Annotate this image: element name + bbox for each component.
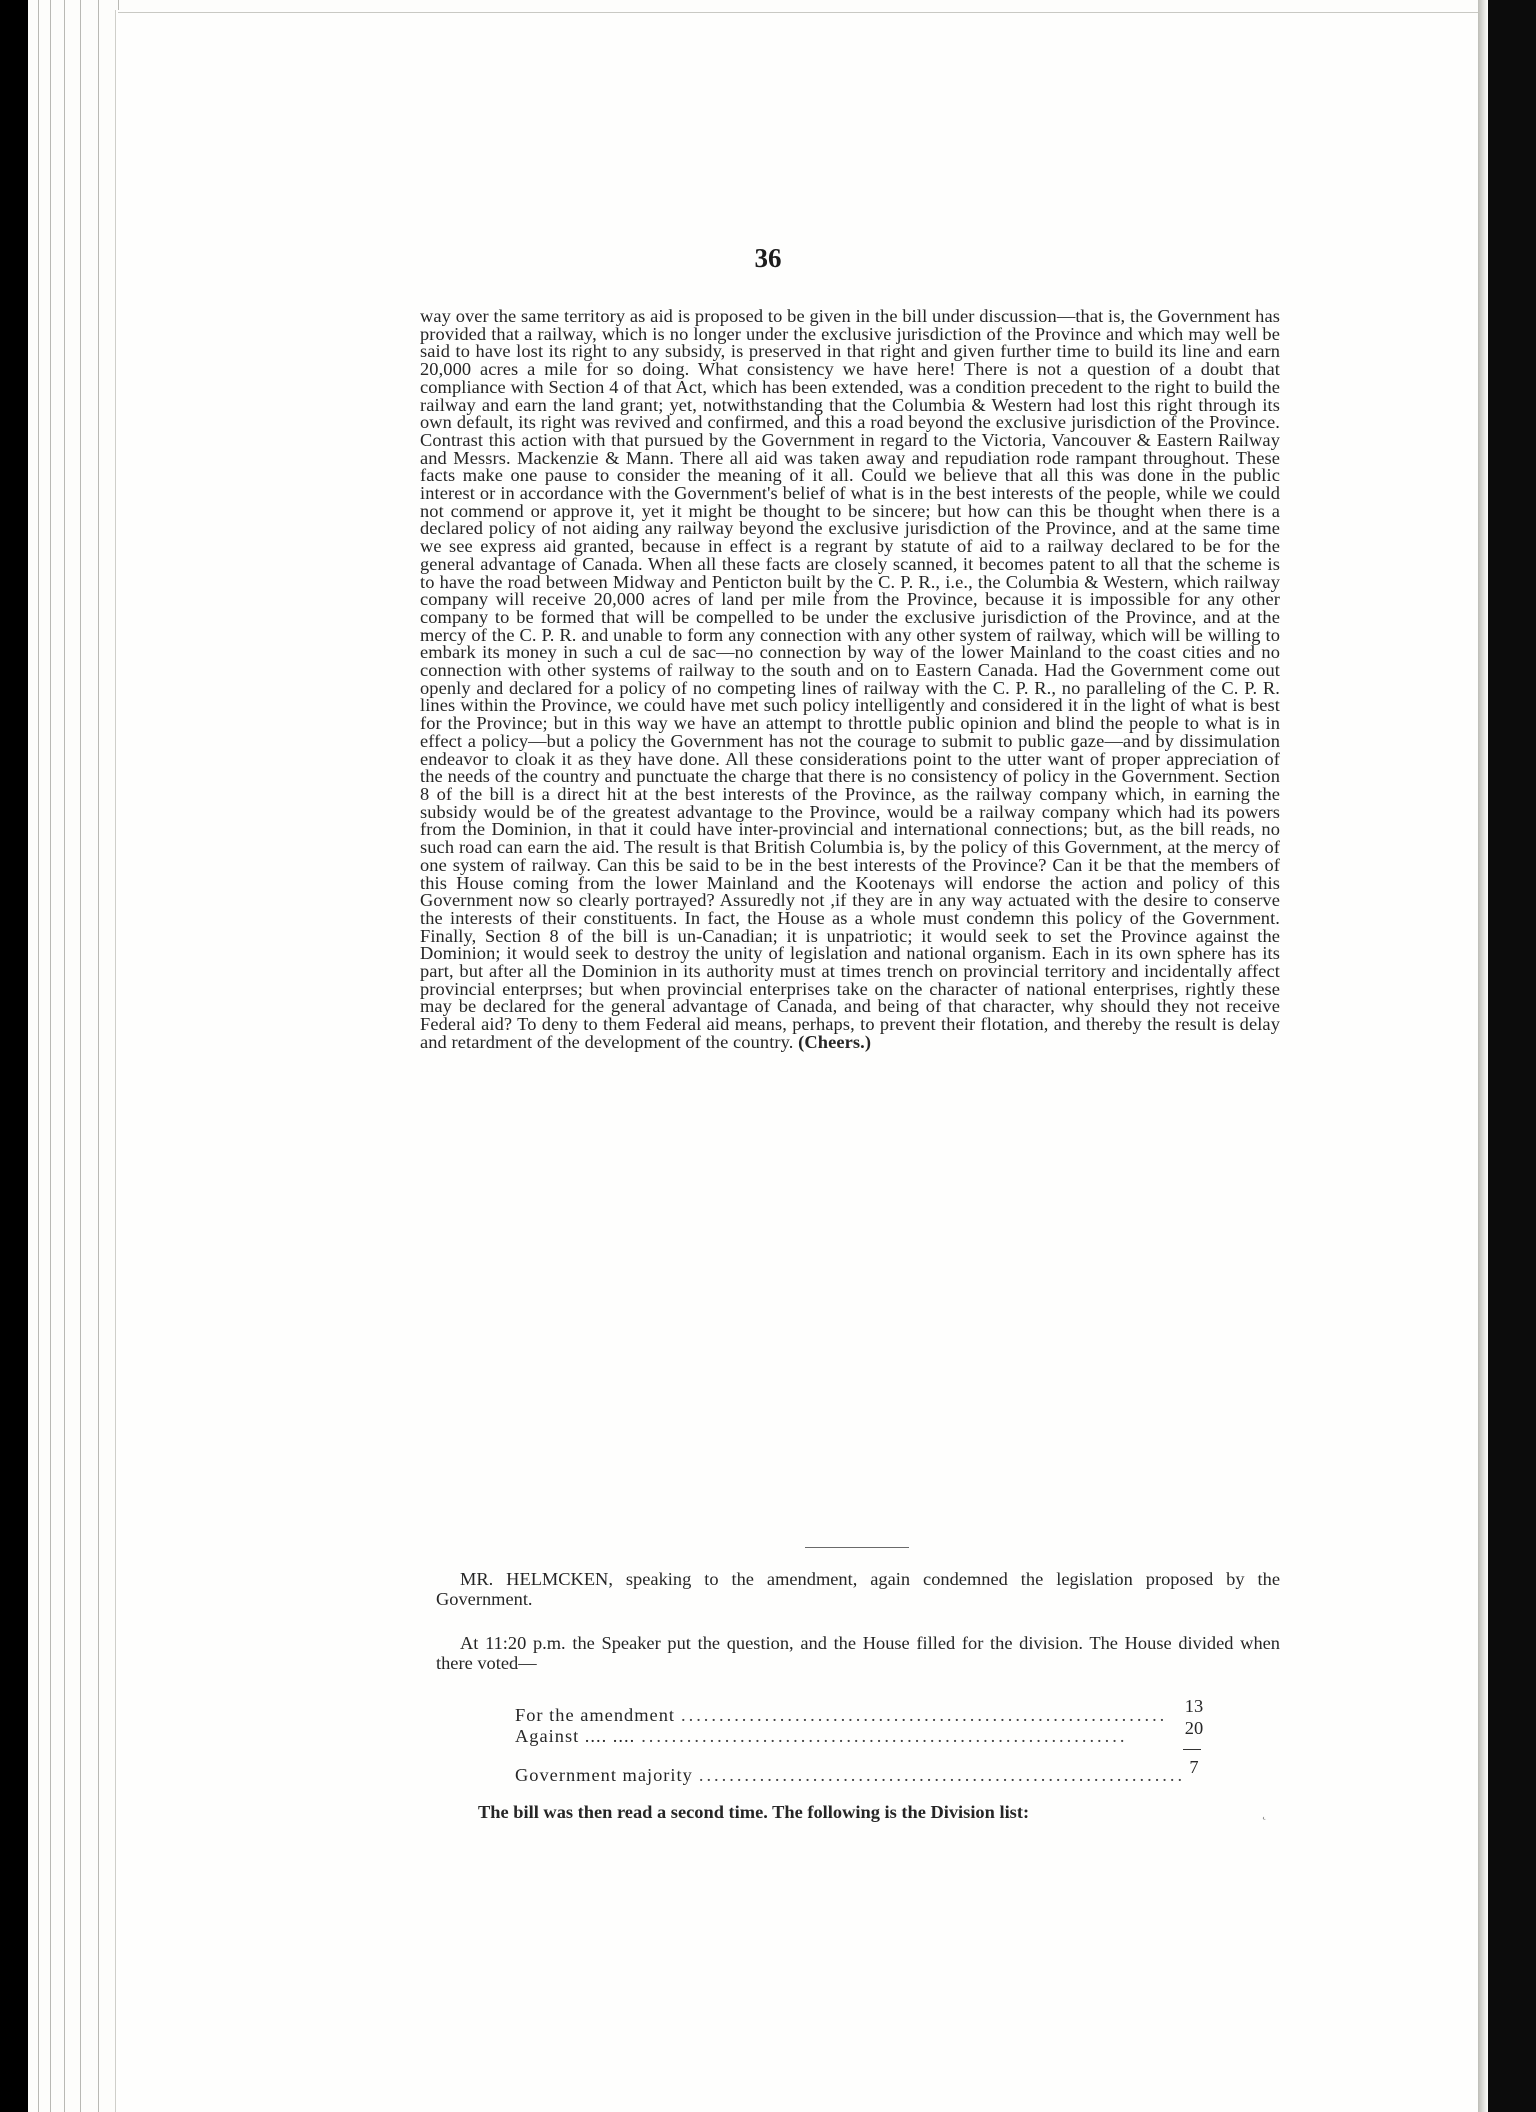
vote-majority-count: 7: [1189, 1757, 1199, 1777]
division-paragraph: At 11:20 p.m. the Speaker put the question, and the House filled for the division. The House divided when there voted—: [436, 1633, 1280, 1673]
scan-speck: ˛: [1262, 1806, 1267, 1821]
main-paragraph-text: way over the same territory as aid is proposed to be given in the bill under discussion—that is, the Government has provided that a railway, which is no longer under the exclusive jurisdiction of the Province and which may well be said to have lost its right to any subsidy, is preserved in that right and given further time to build its line and earn 20,000 acres a mile for so doing. What consistency we have here! There is not a question of a doubt that compliance with Section 4 of that Act, which has been extended, was a condition precedent to the right to build the railway and earn the land grant; yet, notwithstanding that the Columbia & Western had lost this right through its own default, its right was revived and confirmed, and this a road beyond the exclusive jurisdiction of the Province. Contrast this action with that pursued by the Government in regard to the Victoria, Vancouver & Eastern Railway and Messrs. Mackenzie & Mann. There all aid was taken away and repudiation rode rampant throughout. These facts make one pause to consider the meaning of it all. Could we believe that all this was done in the public interest or in accordance with the Government's belief of what is in the best interests of the people, while we could not commend or approve it, yet it might be thought to be sincere; but how can this be thought when there is a declared policy of not aiding any railway beyond the exclusive jurisdiction of the Province, and at the same time we see express aid granted, because in effect is a regrant by statute of aid to a railway declared to be for the general advantage of Canada. When all these facts are closely scanned, it becomes patent to all that the scheme is to have the road between Midway and Penticton built by the C. P. R., i.e., the Columbia & Western, which railway company will receive 20,000 acres of land per mile from the Province, because it is impossible for any other company to be formed that will be compelled to be under the exclusive jurisdiction of the Province, and at the mercy of the C. P. R. and unable to form any connection with any other system of railway, which will be willing to embark its money in such a cul de sac—no connection by way of the lower Mainland to the coast cities and no connection with other systems of railway to the south and on to Eastern Canada. Had the Government come out openly and declared for a policy of no competing lines of railway with the C. P. R., no paralleling of the C. P. R. lines within the Province, we could have met such policy intelligently and considered it in the light of what is best for the Province; but in this way we have an attempt to throttle public opinion and blind the people to what is in effect a policy—but a policy the Government has not the courage to submit to public gaze—and by dissimulation endeavor to cloak it as they have done. All these considerations point to the utter want of proper appreciation of the needs of the country and punctuate the charge that there is no consistency of policy in the Government. Section 8 of the bill is a direct hit at the best interests of the Province, as the railway company which, in earning the subsidy would be of the greatest advantage to the Province, would be a railway company which had its powers from the Dominion, in that it could have inter-provincial and international connections; but, as the bill reads, no such road can earn the aid. The result is that British Columbia is, by the policy of this Government, at the mercy of one system of railway. Can this be said to be in the best interests of the Province? Can it be that the members of this House coming from the lower Mainland and the Kootenays will endorse the action and policy of this Government now so clearly portrayed? Assuredly not ,if they are in any way actuated with the desire to conserve the interests of their constituents. In fact, the House as a whole must condemn this policy of the Government. Finally, Section 8 of the bill is un-Canadian; it is unpatriotic; it would seek to set the Province against the Dominion; it would seek to destroy the unity of legislation and national organism. Each in its own sphere has its part, but after all the Dominion in its authority must at times trench on provincial territory and incidentally affect provincial enterprses; but when provincial enterprises take on the character of national enterprises, rightly these may be declared for the general advantage of Canada, and being of that character, why should they not receive Federal aid? To deny to them Federal aid means, perhaps, to prevent their flotation, and thereby the result is delay and retardment of the development of the country.: [420, 306, 1280, 1052]
vote-against-label: Against .... ....: [515, 1726, 636, 1746]
section-separator: [805, 1547, 909, 1548]
stack-edge-3: [64, 0, 65, 2112]
vote-majority-label: Government majority: [515, 1765, 693, 1785]
vote-row-against: [515, 1726, 1215, 1748]
stack-edge-2: [50, 0, 51, 2112]
vote-against-count: 20: [1184, 1718, 1204, 1738]
scanner-background: [1488, 0, 1536, 2112]
helmcken-paragraph: MR. HELMCKEN, speaking to the amendment, again condemned the legislation proposed by the Government.: [436, 1569, 1280, 1609]
sum-rule: [1183, 1749, 1201, 1750]
stack-edge-5: [98, 0, 99, 2112]
vote-for-count: 13: [1184, 1696, 1204, 1716]
main-paragraph: [420, 308, 1280, 1052]
vote-row-for: [515, 1705, 1215, 1727]
stack-edge-4: [80, 0, 81, 2112]
page-number: 36: [754, 243, 782, 273]
vote-row-majority: [515, 1765, 1215, 1787]
page-right-shadow: [1478, 0, 1488, 2112]
page-top-edge: [118, 12, 1478, 13]
vote-majority-leader: ................................................................: [698, 1765, 1186, 1785]
closing-line: The bill was then read a second time. The following is the Division list:: [478, 1802, 1030, 1822]
vote-for-leader: ................................................................: [681, 1705, 1168, 1725]
vote-for-label: For the amendment: [515, 1705, 676, 1725]
stack-edge-1: [38, 0, 39, 2112]
vote-against-leader: ................................................................: [641, 1726, 1128, 1746]
main-paragraph-tail: (Cheers.): [798, 1031, 872, 1052]
